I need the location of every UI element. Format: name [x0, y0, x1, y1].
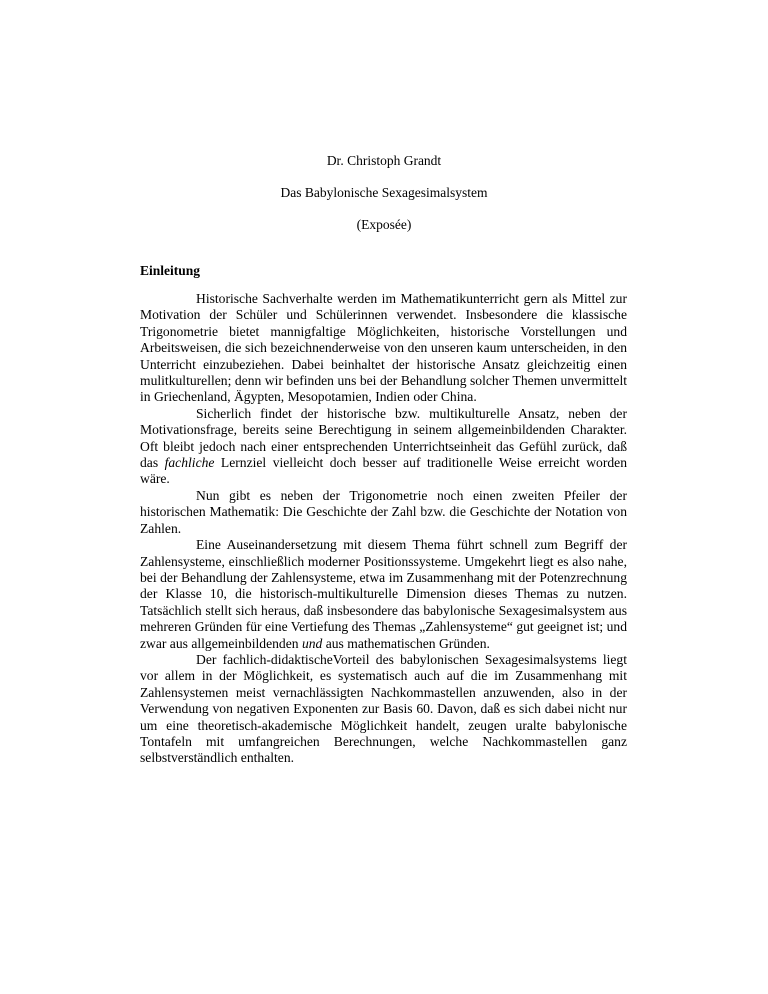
paragraph-2-after: Lernziel vielleicht doch besser auf traditionelle Weise erreicht worden wäre. [140, 455, 627, 487]
body-text [140, 291, 627, 767]
paragraph-4-italic: und [301, 635, 323, 651]
paragraph-2-before: Sicherlich findet der historische bzw. multikulturelle Ansatz, neben der Motivationsfrage, bereits seine Berechtigung in seinem allgemeinbildenden Charakter. Oft bleibt jedoch nach einer entsprechenden Unterrichtseinheit das Gefühl zurück, daß das [140, 405, 627, 471]
paragraph-2 [140, 406, 627, 488]
paragraph-4-before: Eine Auseinandersetzung mit diesem Thema führt schnell zum Begriff der Zahlensysteme, einschließlich moderner Positionssysteme. Umgekehrt liegt es also nahe, bei der Behandlung der Zahlensysteme, etwa im Zusammenhang mit der Potenzrechnung der Klasse 10, die historisch-multikulturelle Dimension dieses Themas zu nutzen. Tatsächlich stellt sich heraus, daß insbesondere das babylonische Sexagesimalsystem aus mehreren Gründen für eine Vertiefung des Themas „Zahlensysteme“ gut geeignet ist; und zwar aus allgemeinbildenden [140, 537, 627, 651]
author-line: Dr. Christoph Grandt [326, 153, 442, 168]
document-title: Das Babylonische Sexagesimalsystem [280, 185, 488, 200]
paragraph-3: Nun gibt es neben der Trigonometrie noch einen zweiten Pfeiler der historischen Mathematik: Die Geschichte der Zahl bzw. die Geschichte der Notation von Zahlen. [140, 487, 627, 536]
paragraph-1: Historische Sachverhalte werden im Mathematikunterricht gern als Mittel zur Motivation der Schüler und Schülerinnen verwendet. Insbesondere die klassische Trigonometrie bietet mannigfaltige Möglichkeiten, historische Vorstellungen und Arbeitsweisen, die sich bezeichnenderweise von den unseren kaum unterscheiden, in den Unterricht einzubeziehen. Dabei beinhaltet der historische Ansatz gleichzeitig einen mulitkulturellen; denn wir befinden uns bei der Behandlung solcher Themen unvermittelt in Griechenland, Ägypten, Mesopotamien, Indien oder China. [140, 291, 627, 405]
paragraph-4 [140, 537, 627, 652]
section-heading: Einleitung [140, 263, 201, 278]
paragraph-5: Der fachlich-didaktischeVorteil des babylonischen Sexagesimalsystems liegt vor allem in der Möglichkeit, es systematisch auch auf die im Zusammenhang mit Zahlensystemen meist vernachlässigten Nachkommastellen anzuwenden, also in der Verwendung von negativen Exponenten zur Basis 60. Davon, daß es sich dabei nicht nur um eine theoretisch-akademische Möglichkeit handelt, zeugen uralte babylonische Tontafeln mit umfangreichen Berechnungen, welche Nachkommastellen ganz selbstverständlich enthalten. [140, 651, 627, 766]
paragraph-2-italic: fachliche [164, 455, 215, 471]
document-subtitle: (Exposée) [356, 217, 412, 232]
paragraph-4-after: aus mathematischen Gründen. [322, 635, 490, 651]
